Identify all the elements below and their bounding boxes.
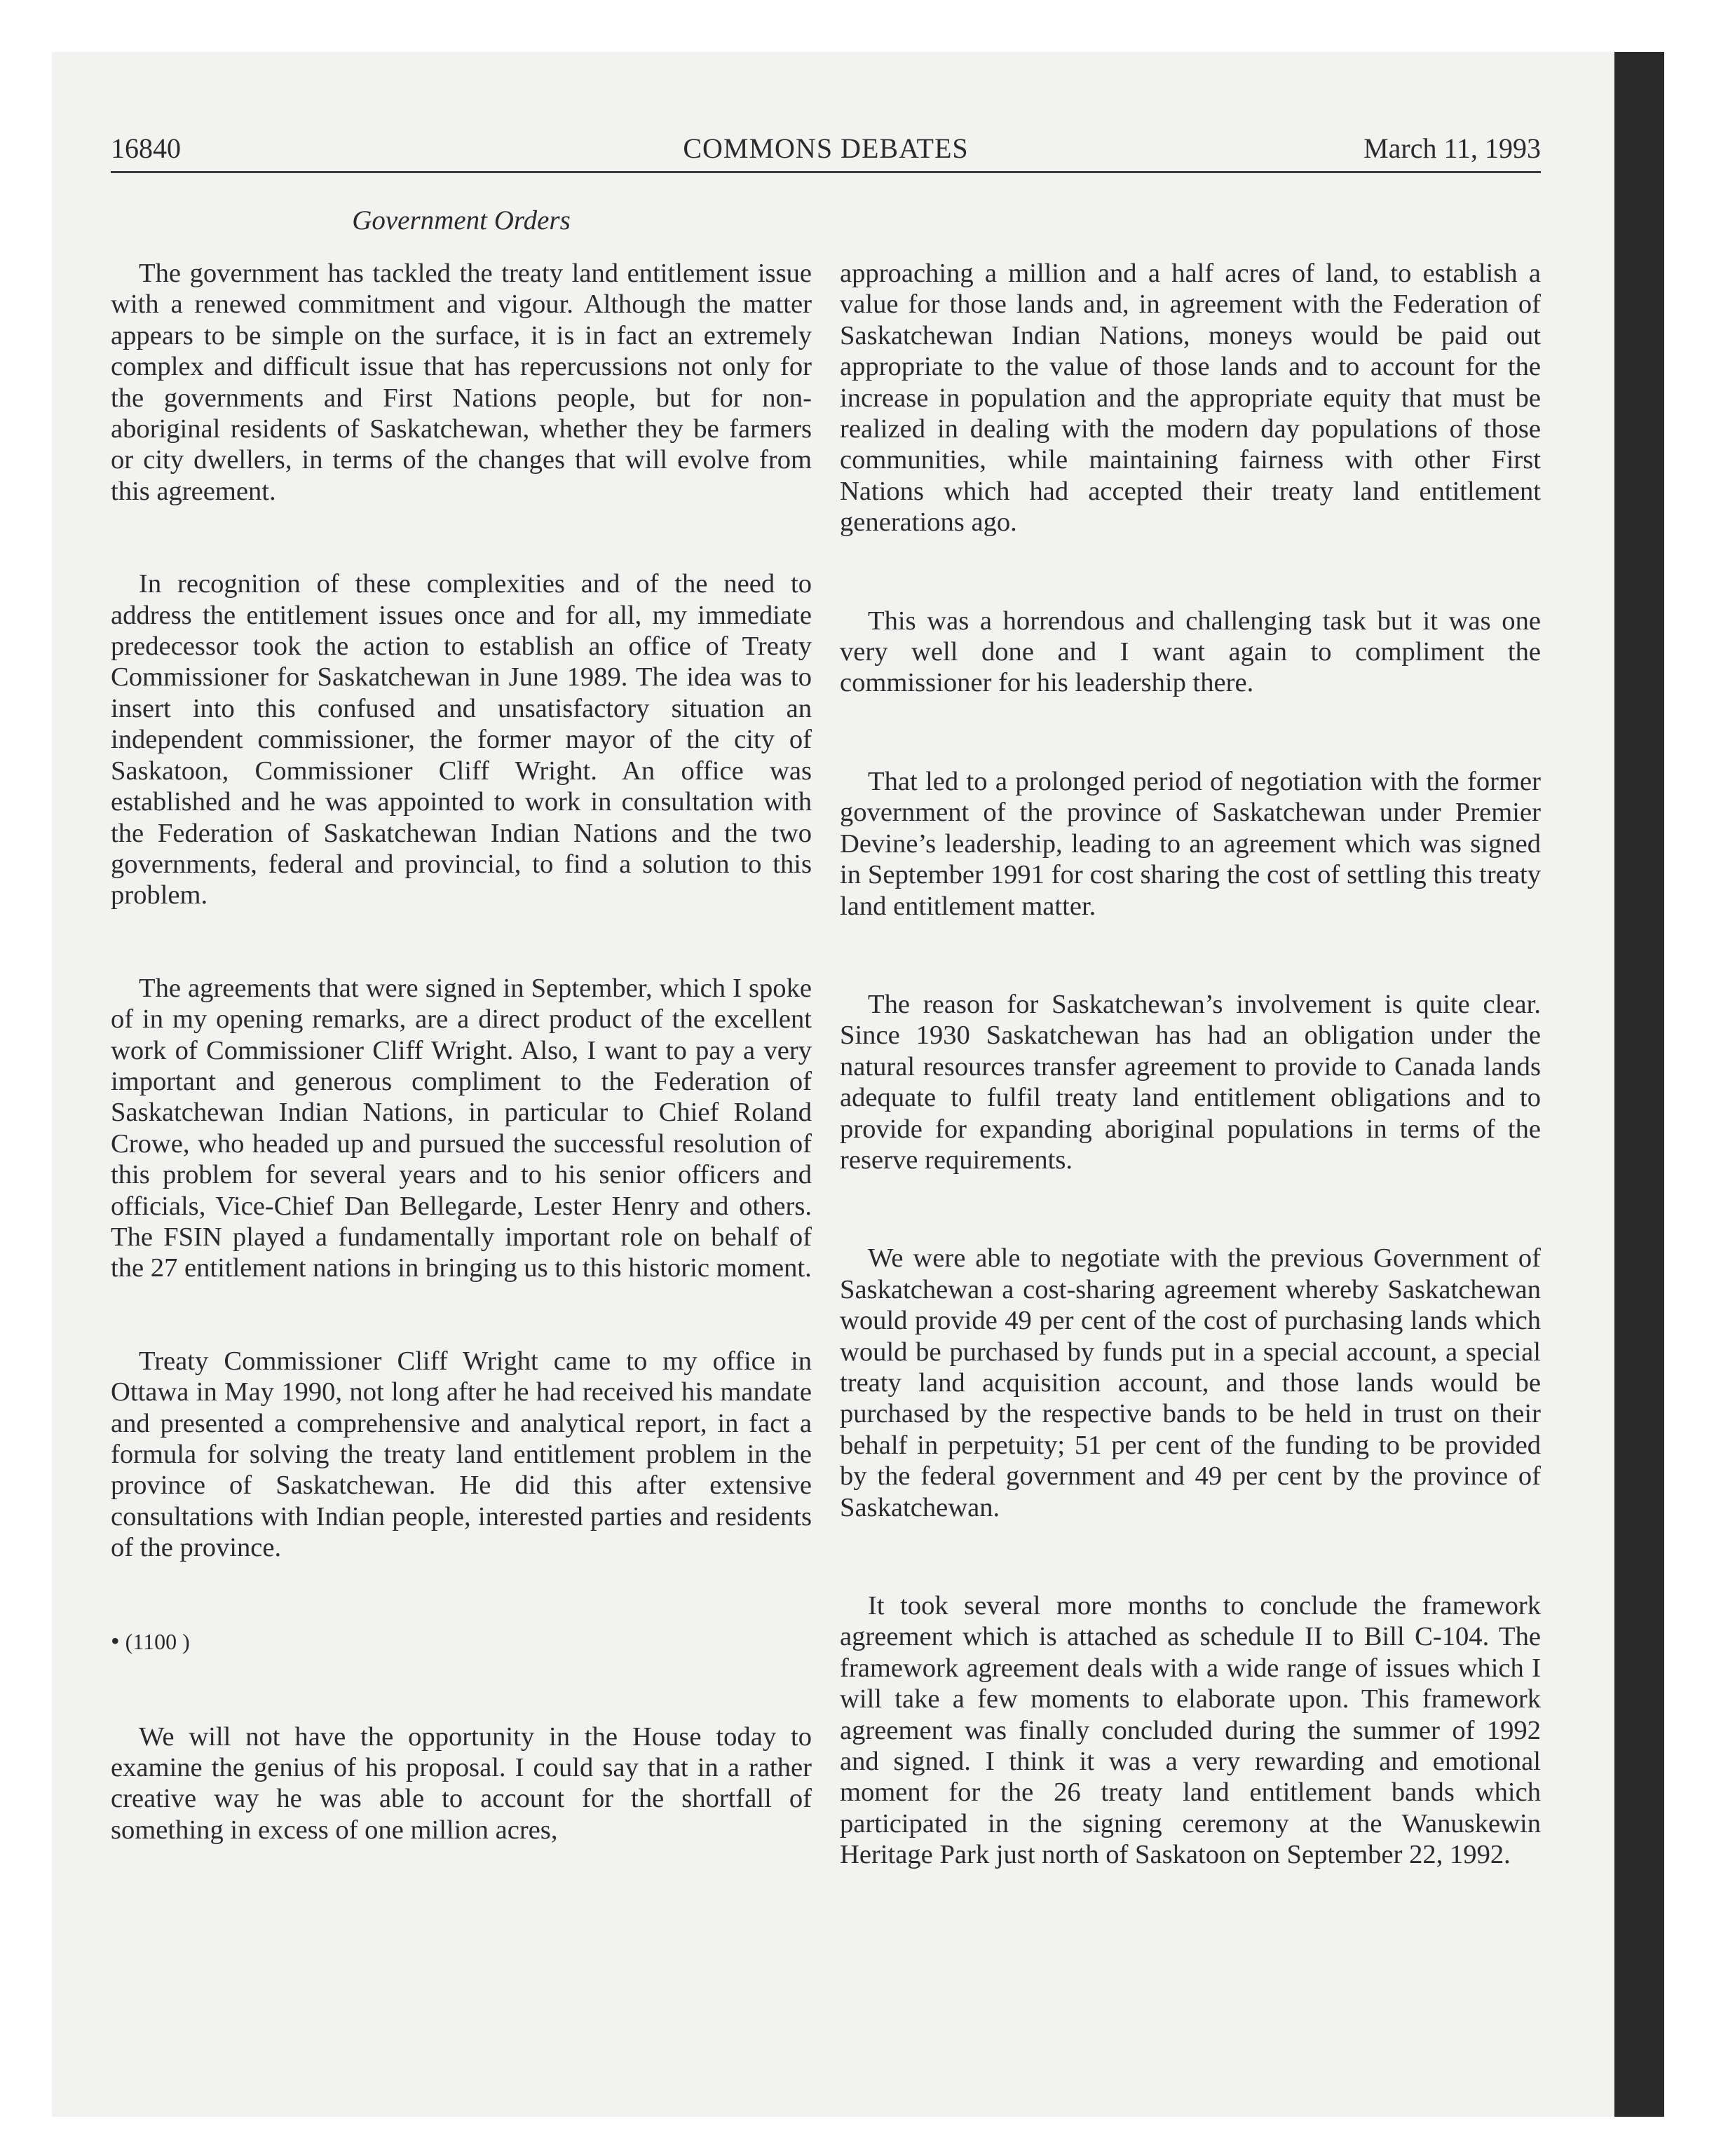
paragraph: The reason for Saskatchewan’s involvement is quite clear. Since 1930 Saskatchewan has had an obligation under the natural resources transfer agreement to provide to Canada lands adequate to fulfil treaty land entitlement obligations and to provide for expanding aboriginal populations in terms of the reserve requirements. xyxy=(840,989,1541,1175)
page-number: 16840 xyxy=(111,132,181,164)
paragraph: It took several more months to conclude the framework agreement which is attached as schedule II to Bill C-104. The framework agreement deals with a wide range of issues which I will take a few moments to elaborate upon. This framework agreement was finally concluded during the summer of 1992 and signed. I think it was a very rewarding and emotional moment for the 26 treaty land entitlement bands which participated in the signing ceremony at the Wanuskewin Heritage Park just north of Saskatoon on September 22, 1992. xyxy=(840,1591,1541,1870)
bullet-icon: • xyxy=(111,1626,120,1655)
header-rule xyxy=(111,171,1541,173)
time-marker xyxy=(111,1625,812,1657)
paragraph: The government has tackled the treaty land entitlement issue with a renewed commitment and vigour. Although the matter appears to be simple on the surface, it is in fact an extremely complex and difficult issue that has repercussions not only for the governments and First Nations people, but for non-aboriginal residents of Saskatchewan, whether they be farmers or city dwellers, in terms of the changes that will evolve from this agreement. xyxy=(111,259,812,506)
running-head xyxy=(111,132,1541,171)
right-column xyxy=(840,258,1541,1871)
paragraph: We will not have the opportunity in the House today to examine the genius of his proposal. I could say that in a rather creative way he was able to account for the shortfall of something in excess of one million acres, xyxy=(111,1721,812,1845)
paragraph: Treaty Commissioner Cliff Wright came to my office in Ottawa in May 1990, not long after he had received his mandate and presented a comprehensive and analytical report, in fact a formula for solving the treaty land entitlement problem in the province of Saskatchewan. He did this after extensive consultations with Indian people, interested parties and residents of the province. xyxy=(111,1346,812,1563)
paragraph: We were able to negotiate with the previous Government of Saskatchewan a cost-sharing agreement whereby Saskatchewan would provide 49 per cent of the cost of purchasing lands which would be purchased by funds put in a special account, a special treaty land acquisition account, and those lands would be purchased by the respective bands to be held in trust on their behalf in perpetuity; 51 per cent of the funding to be provided by the federal government and 49 per cent by the province of Saskatchewan. xyxy=(840,1243,1541,1522)
paragraph: approaching a million and a half acres of land, to establish a value for those lands and, in agreement with the Federation of Saskatchewan Indian Nations, moneys would be paid out appropriate to the value of those lands and to account for the increase in population and the appropriate equity that must be realized in dealing with the modern day populations of those communities, while maintaining fairness with other First Nations which had accepted their treaty land entitlement generations ago. xyxy=(840,259,1541,538)
time-stamp: (1100 ) xyxy=(125,1628,190,1654)
paragraph: This was a horrendous and challenging task but it was one very well done and I want again to compliment the commissioner for his leadership there. xyxy=(840,606,1541,698)
paragraph: In recognition of these complexities and of the need to address the entitlement issues once and for all, my immediate predecessor took the action to establish an office of Treaty Commissioner for Saskatchewan in June 1989. The idea was to insert into this confused and unsatisfactory situation an independent commissioner, the former mayor of the city of Saskatoon, Commissioner Cliff Wright. An office was established and he was appointed to work in consultation with the Federation of Saskatchewan Indian Nations and the two governments, federal and provincial, to find a solution to this problem. xyxy=(111,569,812,910)
publication-title: COMMONS DEBATES xyxy=(683,132,969,164)
left-column xyxy=(111,258,812,1845)
paragraph: The agreements that were signed in September, which I spoke of in my opening remarks, are a direct product of the excellent work of Commissioner Cliff Wright. Also, I want to pay a very important and generous compliment to the Federation of Saskatchewan Indian Nations, in particular to Chief Roland Crowe, who headed up and pursued the successful resolution of this problem for several years and to his senior officers and officials, Vice-Chief Dan Bellegarde, Lester Henry and others. The FSIN played a fundamentally important role on behalf of the 27 entitlement nations in bringing us to this historic moment. xyxy=(111,973,812,1283)
section-title: Government Orders xyxy=(352,205,571,236)
paragraph: That led to a prolonged period of negotiation with the former government of the province of Saskatchewan under Premier Devine’s leadership, leading to an agreement which was signed in September 1991 for cost sharing the cost of settling this treaty land entitlement matter. xyxy=(840,766,1541,921)
scan-border-edge xyxy=(1614,52,1664,2117)
publication-date: March 11, 1993 xyxy=(1363,132,1541,164)
